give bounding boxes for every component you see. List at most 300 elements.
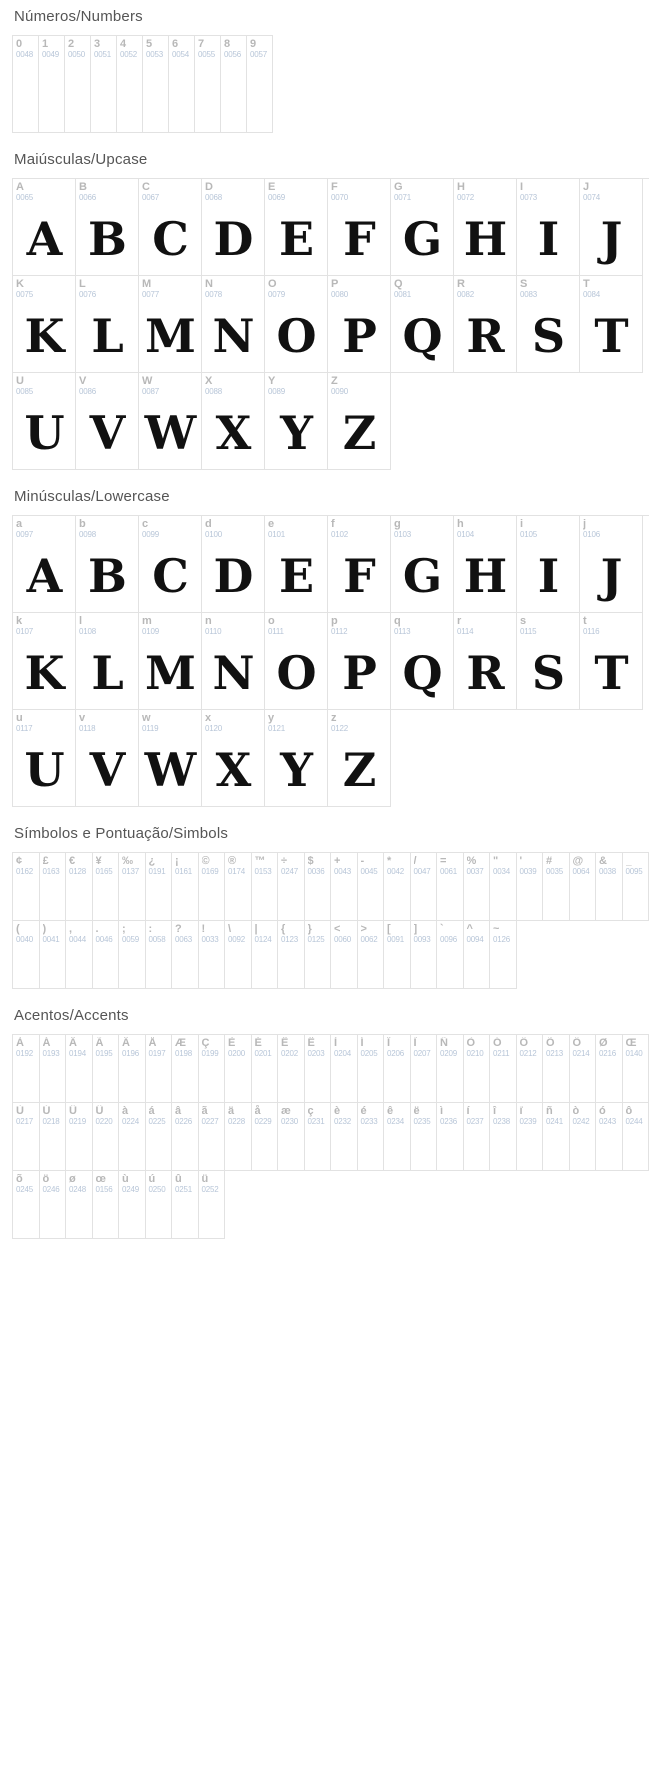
glyph-cell[interactable] — [278, 1035, 305, 1103]
glyph-cell[interactable] — [202, 179, 265, 276]
glyph-cell[interactable] — [596, 1035, 623, 1103]
glyph-cell[interactable] — [13, 1035, 40, 1103]
glyph-cell[interactable] — [143, 36, 169, 133]
glyph-character-label: ü — [201, 1173, 209, 1185]
glyph-cell[interactable] — [411, 1035, 438, 1103]
glyph-cell[interactable] — [331, 853, 358, 921]
glyph-character-label: Ó — [493, 1037, 502, 1049]
glyph-cell-header — [596, 1103, 622, 1126]
glyph-character-code: 0226 — [175, 1117, 192, 1126]
glyph-character-label: Û — [69, 1105, 77, 1117]
glyph-character-code: 0201 — [254, 1049, 272, 1058]
glyph-character-code: 0060 — [334, 935, 351, 944]
glyph-cell[interactable] — [13, 613, 76, 710]
glyph-cell[interactable] — [40, 1035, 67, 1103]
glyph-cell[interactable] — [40, 853, 67, 921]
glyph-cell[interactable] — [391, 179, 454, 276]
glyph-cell-header — [146, 1171, 172, 1194]
glyph-cell[interactable] — [225, 853, 252, 921]
glyph-cell-header — [411, 853, 437, 876]
glyph-cell-header — [13, 36, 38, 59]
glyph-cell[interactable] — [265, 179, 328, 276]
glyph-cell[interactable] — [265, 373, 328, 470]
glyph-cell[interactable] — [464, 1035, 491, 1103]
glyph-cell-header — [464, 853, 490, 876]
glyph-cell[interactable] — [464, 1103, 491, 1171]
glyph-cell[interactable] — [570, 1103, 597, 1171]
glyph-preview: C — [152, 212, 188, 266]
glyph-cell[interactable] — [623, 1035, 650, 1103]
glyph-character-label: j — [583, 518, 587, 530]
glyph-cell[interactable] — [13, 1103, 40, 1171]
glyph-character-label: K — [16, 278, 24, 290]
glyph-character-code: 0247 — [281, 867, 298, 876]
glyph-character-code: 0045 — [360, 867, 378, 876]
glyph-cell[interactable] — [13, 276, 76, 373]
section-title: Minúsculas/Lowercase — [14, 488, 170, 505]
glyph-cell[interactable] — [543, 1103, 570, 1171]
glyph-cell[interactable] — [13, 36, 39, 133]
glyph-character-code: 0140 — [625, 1049, 643, 1058]
glyph-cell-header — [40, 1171, 66, 1194]
glyph-character-code: 0111 — [268, 627, 284, 636]
glyph-cell[interactable] — [146, 921, 173, 989]
glyph-cell-header — [464, 1103, 490, 1126]
glyph-cell[interactable] — [454, 516, 517, 613]
glyph-preview: D — [213, 212, 253, 266]
glyph-preview: Z — [342, 406, 376, 460]
glyph-cell[interactable] — [265, 516, 328, 613]
glyph-cell[interactable] — [139, 276, 202, 373]
glyph-cell[interactable] — [40, 921, 67, 989]
glyph-cell[interactable] — [391, 613, 454, 710]
glyph-cell[interactable] — [411, 1103, 438, 1171]
glyph-cell[interactable] — [331, 1103, 358, 1171]
glyph-cell[interactable] — [76, 516, 139, 613]
glyph-cell-header — [91, 36, 116, 59]
glyph-character-code: 0112 — [331, 627, 348, 636]
glyph-cell[interactable] — [384, 1103, 411, 1171]
glyph-cell[interactable] — [623, 853, 650, 921]
glyph-character-code: 0211 — [493, 1049, 510, 1058]
glyph-character-label: ï — [519, 1105, 523, 1117]
glyph-cell[interactable] — [13, 516, 76, 613]
glyph-cell-header — [40, 921, 66, 944]
glyph-cell-header — [76, 710, 138, 733]
glyph-cell[interactable] — [305, 1035, 332, 1103]
glyph-cell[interactable] — [202, 276, 265, 373]
glyph-character-label: Ì — [334, 1037, 338, 1049]
glyph-cell[interactable] — [517, 516, 580, 613]
glyph-cell[interactable] — [221, 36, 247, 133]
glyph-cell[interactable] — [278, 921, 305, 989]
glyph-preview: M — [145, 646, 195, 700]
glyph-cell[interactable] — [517, 613, 580, 710]
glyph-character-code: 0101 — [268, 530, 285, 539]
glyph-cell[interactable] — [328, 710, 391, 807]
glyph-cell-header — [411, 1035, 437, 1058]
glyph-cell-header — [278, 1103, 304, 1126]
glyph-cell[interactable] — [76, 373, 139, 470]
glyph-cell[interactable] — [490, 853, 517, 921]
glyph-cell[interactable] — [146, 1035, 173, 1103]
glyph-cell[interactable] — [265, 710, 328, 807]
glyph-cell[interactable] — [39, 36, 65, 133]
glyph-cell[interactable] — [384, 1035, 411, 1103]
glyph-cell[interactable] — [252, 921, 279, 989]
glyph-character-label: p — [331, 615, 338, 627]
glyph-character-code: 0115 — [520, 627, 537, 636]
glyph-cell[interactable] — [437, 1103, 464, 1171]
glyph-cell[interactable] — [66, 1171, 93, 1239]
glyph-cell[interactable] — [13, 179, 76, 276]
glyph-character-label: l — [79, 615, 83, 627]
glyph-cell[interactable] — [76, 710, 139, 807]
glyph-cell-header — [543, 1103, 569, 1126]
glyph-character-label: ø — [69, 1173, 76, 1185]
glyph-cell[interactable] — [225, 921, 252, 989]
glyph-cell[interactable] — [623, 1103, 650, 1171]
glyph-cell[interactable] — [358, 1035, 385, 1103]
glyph-cell[interactable] — [202, 613, 265, 710]
glyph-character-code: 0227 — [201, 1117, 219, 1126]
glyph-cell[interactable] — [358, 921, 385, 989]
glyph-character-code: 0106 — [583, 530, 600, 539]
glyph-cell-header — [199, 853, 225, 876]
glyph-cell[interactable] — [199, 1035, 226, 1103]
glyph-character-code: 0114 — [457, 627, 474, 636]
glyph-cell[interactable] — [202, 373, 265, 470]
glyph-cell-header — [580, 613, 642, 636]
glyph-cell-header — [517, 1103, 543, 1126]
glyph-cell[interactable] — [13, 710, 76, 807]
glyph-cell-header — [305, 1035, 331, 1058]
glyph-cell[interactable] — [13, 921, 40, 989]
glyph-cell[interactable] — [66, 1103, 93, 1171]
glyph-cell[interactable] — [517, 1103, 544, 1171]
glyph-character-label: Ë — [307, 1037, 315, 1049]
glyph-character-label: X — [205, 375, 213, 387]
glyph-cell-header — [517, 853, 543, 876]
glyph-preview: K — [24, 646, 64, 700]
glyph-character-label: ¢ — [16, 855, 23, 867]
glyph-cell-header — [76, 516, 138, 539]
glyph-cell[interactable] — [13, 853, 40, 921]
glyph-cell-header — [146, 1103, 172, 1126]
glyph-cell[interactable] — [139, 710, 202, 807]
glyph-cell[interactable] — [305, 921, 332, 989]
glyph-character-label: Æ — [175, 1037, 186, 1049]
glyph-cell[interactable] — [76, 276, 139, 373]
glyph-character-code: 0123 — [281, 935, 298, 944]
glyph-cell[interactable] — [543, 1035, 570, 1103]
glyph-cell[interactable] — [490, 921, 517, 989]
glyph-cell[interactable] — [65, 36, 91, 133]
glyph-cell[interactable] — [172, 1103, 199, 1171]
glyph-character-code: 0081 — [394, 290, 411, 299]
glyph-cell[interactable] — [172, 853, 199, 921]
glyph-character-code: 0108 — [79, 627, 96, 636]
glyph-character-label: ‰ — [122, 855, 133, 867]
glyph-character-label: u — [16, 712, 23, 724]
glyph-cell[interactable] — [411, 921, 438, 989]
glyph-cell[interactable] — [437, 1035, 464, 1103]
glyph-cell-header — [172, 1103, 198, 1126]
glyph-cell[interactable] — [328, 179, 391, 276]
glyph-cell[interactable] — [358, 853, 385, 921]
glyph-cell[interactable] — [119, 1035, 146, 1103]
glyph-cell-header — [13, 516, 75, 539]
glyph-cell[interactable] — [199, 1103, 226, 1171]
glyph-cell-header — [596, 1035, 622, 1058]
glyph-cell-header — [119, 921, 145, 944]
glyph-cell[interactable] — [265, 276, 328, 373]
glyph-character-code: 0044 — [69, 935, 86, 944]
glyph-character-code: 0191 — [148, 867, 166, 876]
glyph-cell-header — [225, 921, 251, 944]
glyph-character-label: I — [520, 181, 524, 193]
glyph-cell[interactable] — [278, 1103, 305, 1171]
glyph-cell[interactable] — [146, 853, 173, 921]
glyph-cell-header — [139, 373, 201, 396]
glyph-character-code: 0120 — [205, 724, 222, 733]
glyph-cell[interactable] — [305, 853, 332, 921]
glyph-cell-header — [265, 613, 327, 636]
glyph-character-code: 0137 — [122, 867, 139, 876]
glyph-cell[interactable] — [91, 36, 117, 133]
glyph-cell[interactable] — [265, 613, 328, 710]
glyph-cell[interactable] — [437, 921, 464, 989]
glyph-character-label: é — [360, 1105, 367, 1117]
glyph-character-code: 0122 — [331, 724, 348, 733]
glyph-cell[interactable] — [454, 179, 517, 276]
glyph-character-label: / — [413, 855, 417, 867]
glyph-character-code: 0116 — [583, 627, 600, 636]
glyph-cell[interactable] — [13, 373, 76, 470]
glyph-cell[interactable] — [172, 921, 199, 989]
glyph-cell[interactable] — [252, 1035, 279, 1103]
specimen-section — [12, 817, 649, 989]
glyph-cell[interactable] — [490, 1103, 517, 1171]
glyph-character-label: A — [16, 181, 24, 193]
glyph-cell[interactable] — [384, 853, 411, 921]
glyph-character-label: £ — [42, 855, 49, 867]
glyph-character-code: 0035 — [546, 867, 563, 876]
glyph-character-code: 0126 — [493, 935, 510, 944]
glyph-cell[interactable] — [76, 179, 139, 276]
glyph-cell[interactable] — [195, 36, 221, 133]
glyph-character-label: ñ — [546, 1105, 553, 1117]
glyph-preview: S — [531, 309, 565, 363]
glyph-cell-header — [358, 921, 384, 944]
glyph-character-code: 0053 — [146, 50, 163, 59]
glyph-cell[interactable] — [93, 921, 120, 989]
glyph-cell[interactable] — [76, 613, 139, 710]
glyph-cell[interactable] — [331, 921, 358, 989]
glyph-cell[interactable] — [172, 1171, 199, 1239]
glyph-cell-header — [247, 36, 272, 59]
glyph-cell[interactable] — [202, 710, 265, 807]
glyph-preview: T — [594, 646, 628, 700]
glyph-cell[interactable] — [172, 1035, 199, 1103]
glyph-cell[interactable] — [384, 921, 411, 989]
glyph-character-label: s — [520, 615, 527, 627]
glyph-cell[interactable] — [199, 1171, 226, 1239]
glyph-character-label: Ò — [466, 1037, 476, 1049]
glyph-cell[interactable] — [117, 36, 143, 133]
specimen-section — [12, 999, 649, 1239]
glyph-cell-header — [40, 1035, 66, 1058]
glyph-cell-header — [490, 1035, 516, 1058]
glyph-cell[interactable] — [596, 1103, 623, 1171]
glyph-cell[interactable] — [66, 853, 93, 921]
glyph-cell[interactable] — [596, 853, 623, 921]
glyph-cell[interactable] — [139, 179, 202, 276]
glyph-cell[interactable] — [40, 1103, 67, 1171]
glyph-cell[interactable] — [66, 921, 93, 989]
glyph-cell-header — [93, 921, 119, 944]
glyph-character-code: 0235 — [413, 1117, 431, 1126]
glyph-cell[interactable] — [454, 276, 517, 373]
glyph-cell[interactable] — [328, 613, 391, 710]
glyph-cell[interactable] — [40, 1171, 67, 1239]
glyph-preview: G — [402, 212, 442, 266]
specimen-section — [12, 143, 649, 470]
glyph-character-label: ? — [175, 923, 182, 935]
glyph-character-code: 0205 — [360, 1049, 378, 1058]
glyph-character-label: ô — [625, 1105, 633, 1117]
glyph-character-label: S — [520, 278, 528, 290]
glyph-cell[interactable] — [119, 853, 146, 921]
glyph-character-label: õ — [16, 1173, 23, 1185]
glyph-character-label: ¡ — [175, 855, 179, 867]
glyph-cell[interactable] — [437, 853, 464, 921]
glyph-cell-header — [225, 1103, 251, 1126]
glyph-cell[interactable] — [305, 1103, 332, 1171]
glyph-preview: V — [89, 743, 125, 797]
glyph-cell[interactable] — [580, 516, 643, 613]
glyph-character-label: Ö — [572, 1037, 582, 1049]
glyph-cell[interactable] — [252, 1103, 279, 1171]
glyph-cell[interactable] — [139, 373, 202, 470]
glyph-cell-header — [596, 853, 622, 876]
glyph-character-label: r — [457, 615, 462, 627]
glyph-cell[interactable] — [570, 1035, 597, 1103]
glyph-character-code: 0104 — [457, 530, 474, 539]
glyph-cell[interactable] — [517, 1035, 544, 1103]
glyph-preview: D — [213, 549, 253, 603]
glyph-cell[interactable] — [119, 1171, 146, 1239]
glyph-cell[interactable] — [454, 613, 517, 710]
glyph-cell[interactable] — [93, 1103, 120, 1171]
glyph-cell[interactable] — [278, 853, 305, 921]
glyph-character-label: \ — [228, 923, 232, 935]
glyph-cell-header — [76, 373, 138, 396]
glyph-character-code: 0213 — [546, 1049, 563, 1058]
glyph-cell[interactable] — [169, 36, 195, 133]
glyph-cell[interactable] — [328, 373, 391, 470]
glyph-character-label: V — [79, 375, 87, 387]
glyph-character-code: 0212 — [519, 1049, 537, 1058]
glyph-cell[interactable] — [464, 853, 491, 921]
glyph-character-code: 0034 — [493, 867, 510, 876]
glyph-cell[interactable] — [247, 36, 273, 133]
glyph-character-code: 0042 — [387, 867, 404, 876]
glyph-cell[interactable] — [225, 1035, 252, 1103]
glyph-cell[interactable] — [225, 1103, 252, 1171]
glyph-character-label: Â — [69, 1037, 77, 1049]
glyph-character-code: 0198 — [175, 1049, 192, 1058]
glyph-cell[interactable] — [66, 1035, 93, 1103]
glyph-preview: Z — [342, 743, 376, 797]
glyph-cell[interactable] — [146, 1171, 173, 1239]
glyph-cell[interactable] — [580, 276, 643, 373]
glyph-cell-header — [13, 276, 75, 299]
glyph-character-code: 0241 — [546, 1117, 563, 1126]
glyph-cell[interactable] — [570, 853, 597, 921]
glyph-cell-header — [93, 1171, 119, 1194]
glyph-cell[interactable] — [146, 1103, 173, 1171]
glyph-cell[interactable] — [517, 179, 580, 276]
glyph-cell[interactable] — [358, 1103, 385, 1171]
glyph-cell[interactable] — [93, 1035, 120, 1103]
glyph-cell-header — [13, 613, 75, 636]
glyph-cell-header — [328, 516, 390, 539]
glyph-cell-header — [76, 179, 138, 202]
glyph-cell[interactable] — [93, 1171, 120, 1239]
glyph-character-code: 0230 — [281, 1117, 298, 1126]
glyph-cell[interactable] — [391, 516, 454, 613]
glyph-preview: R — [466, 646, 504, 700]
glyph-character-label: t — [583, 615, 587, 627]
glyph-cell[interactable] — [517, 853, 544, 921]
specimen-section — [12, 480, 649, 807]
glyph-cell[interactable] — [93, 853, 120, 921]
glyph-cell[interactable] — [328, 516, 391, 613]
glyph-cell[interactable] — [199, 921, 226, 989]
glyph-cell[interactable] — [464, 921, 491, 989]
glyph-cell[interactable] — [580, 179, 643, 276]
glyph-character-label: ] — [413, 923, 418, 935]
glyph-preview: E — [278, 212, 314, 266]
glyph-character-code: 0194 — [69, 1049, 86, 1058]
glyph-character-label: 9 — [250, 38, 257, 50]
glyph-cell[interactable] — [490, 1035, 517, 1103]
glyph-cell[interactable] — [119, 1103, 146, 1171]
glyph-character-code: 0250 — [148, 1185, 166, 1194]
glyph-cell[interactable] — [119, 921, 146, 989]
glyph-cell[interactable] — [139, 613, 202, 710]
glyph-cell[interactable] — [543, 853, 570, 921]
glyph-cell-header — [517, 613, 579, 636]
glyph-cell-header — [391, 276, 453, 299]
glyph-character-label: g — [394, 518, 401, 530]
glyph-cell[interactable] — [411, 853, 438, 921]
glyph-cell[interactable] — [391, 276, 454, 373]
glyph-character-code: 0165 — [95, 867, 113, 876]
page-bottom-spacer — [12, 1249, 649, 1273]
glyph-character-code: 0103 — [394, 530, 411, 539]
glyph-cell[interactable] — [331, 1035, 358, 1103]
glyph-cell[interactable] — [202, 516, 265, 613]
glyph-cell[interactable] — [517, 276, 580, 373]
glyph-cell[interactable] — [13, 1171, 40, 1239]
glyph-cell[interactable] — [139, 516, 202, 613]
glyph-cell[interactable] — [580, 613, 643, 710]
glyph-cell[interactable] — [328, 276, 391, 373]
glyph-cell[interactable] — [252, 853, 279, 921]
glyph-cell[interactable] — [199, 853, 226, 921]
